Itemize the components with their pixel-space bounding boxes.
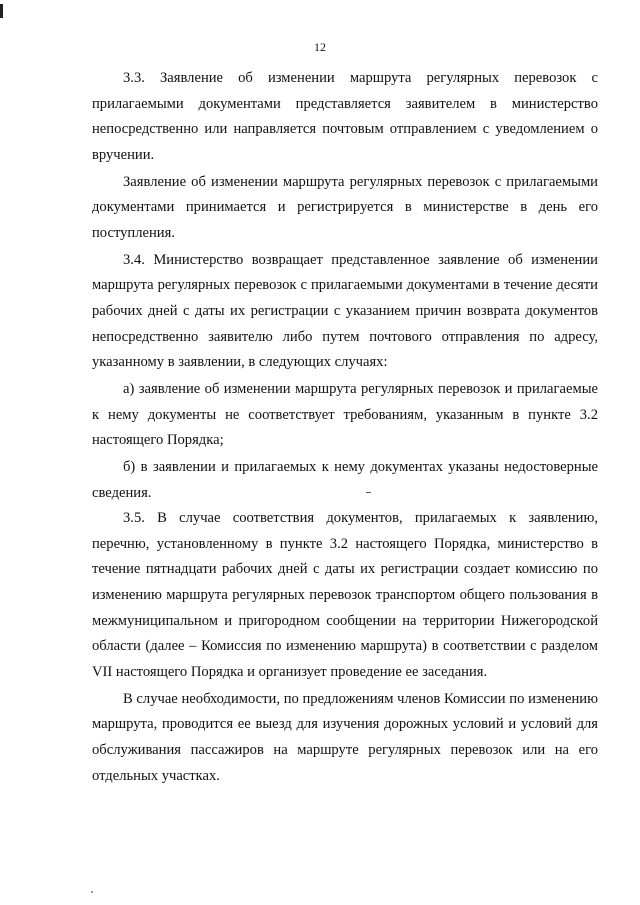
paragraph-3-5: 3.5. В случае соответствия документов, прилагаемых к заявлению, перечню, установленному в пункте 3.2 настоящего Порядка, министерство в течение пятнадцати рабочих дней с даты их регистрации создает комиссию по изменению маршрута регулярных перевозок транспортом общего пользования в межмуниципальном и пригородном сообщении на территории Нижегородской области (далее – Комиссия по изменению маршрута) в соответствии с разделом VII настоящего Порядка и организует проведение ее заседания.	[92, 510, 598, 680]
document-body	[92, 66, 598, 790]
page-number: 12	[314, 40, 326, 54]
paragraph-3-4-item-b: б) в заявлении и прилагаемых к нему документах указаны недостоверные сведения.	[92, 459, 598, 501]
paragraph-3-4-item-a: а) заявление об изменении маршрута регулярных перевозок и прилагаемые к нему документы не соответствует требованиям, указанным в пункте 3.2 настоящего Порядка;	[92, 381, 598, 449]
scan-edge-mark	[0, 4, 3, 18]
scan-artifact-mark	[366, 492, 371, 493]
paragraph-3-3-registration: Заявление об изменении маршрута регулярных перевозок с прилагаемыми документами принимается и регистрируется в министерстве в день его поступления.	[92, 173, 598, 241]
paragraph-3-4: 3.4. Министерство возвращает представленное заявление об изменении маршрута регулярных перевозок с прилагаемыми документами в течение десяти рабочих дней с даты их регистрации с указанием причин возврата документов непосредственно заявителю либо путем почтового отправления по адресу, указанному в заявлении, в следующих случаях:	[92, 251, 598, 371]
paragraph-3-3: 3.3. Заявление об изменении маршрута регулярных перевозок с прилагаемыми документами представляется заявителем в министерство непосредственно или направляется почтовым отправлением с уведомлением о вручении.	[92, 70, 598, 163]
scan-artifact-speck	[91, 891, 93, 893]
paragraph-3-5-field-trip: В случае необходимости, по предложениям членов Комиссии по изменению маршрута, проводится ее выезд для изучения дорожных условий и условий для обслуживания пассажиров на маршруте регулярных перевозок или на его отдельных участках.	[92, 690, 598, 784]
